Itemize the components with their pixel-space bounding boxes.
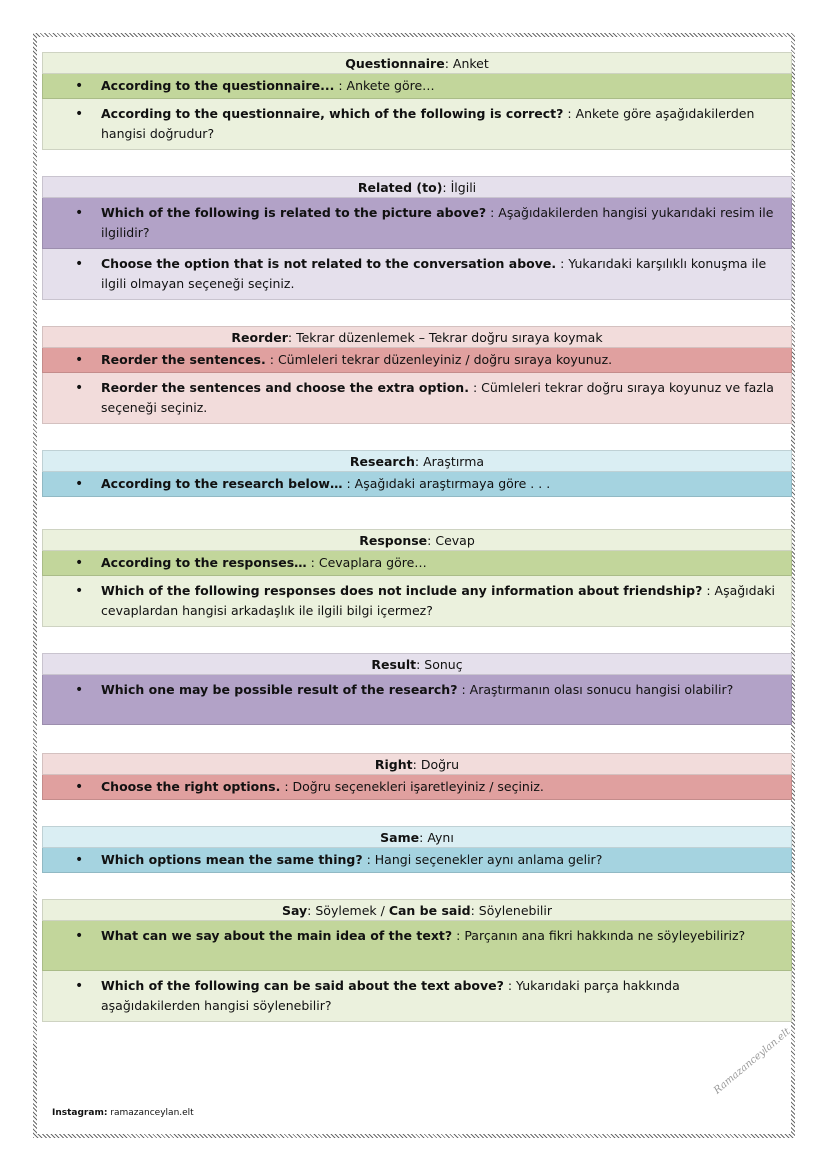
term: Right <box>374 757 413 772</box>
glossary <box>42 52 792 1048</box>
bullet: • <box>75 555 84 571</box>
question-en: According to the responses… <box>101 555 307 570</box>
list-item: • Which of the following responses does not include any information about friendship? : Aşağıdaki cevaplardan hangisi arkadaşlık ile ilgili bilgi içermez? <box>42 576 792 627</box>
list-item: • Which one may be possible result of the research? : Araştırmanın olası sonucu hangisi olabilir? <box>42 675 792 725</box>
answer-tr: Cümleleri tekrar doğru sıraya koyunuz ve fazla seçeneği seçiniz. <box>101 380 774 415</box>
section-reorder <box>42 326 792 424</box>
bullet: • <box>75 779 84 795</box>
bullet: • <box>75 978 84 994</box>
term: Response <box>359 533 428 548</box>
list-item: • Reorder the sentences. : Cümleleri tekrar düzenleyiniz / doğru sıraya koyunuz. <box>42 348 792 373</box>
question-en: What can we say about the main idea of the text? <box>101 928 453 943</box>
answer-tr: Ankete göre… <box>346 78 435 93</box>
section-questionnaire <box>42 52 792 150</box>
translation: Tekrar düzenlemek – Tekrar doğru sıraya koymak <box>296 330 603 345</box>
question-en: Which of the following responses does not include any information about friendship? <box>101 583 703 598</box>
answer-tr: Ankete göre aşağıdakilerden hangisi doğrudur? <box>101 106 755 141</box>
answer-tr: Doğru seçenekleri işaretleyiniz / seçiniz. <box>292 779 544 794</box>
term: Can be said <box>388 903 471 918</box>
section-response <box>42 529 792 627</box>
section-header: Reorder: Tekrar düzenlemek – Tekrar doğru sıraya koymak <box>42 326 792 348</box>
bullet: • <box>75 352 84 368</box>
answer-tr: Cevaplara göre… <box>318 555 427 570</box>
list-item: • Which of the following can be said about the text above? : Yukarıdaki parça hakkında aşağıdakilerden hangisi söylenebilir? <box>42 971 792 1022</box>
bullet: • <box>75 852 84 868</box>
answer-tr: Hangi seçenekler aynı anlama gelir? <box>374 852 603 867</box>
section-right <box>42 753 792 800</box>
section-header: Right: Doğru <box>42 753 792 775</box>
section-header: Say: Söylemek / Can be said: Söylenebilir <box>42 899 792 921</box>
section-say <box>42 899 792 1022</box>
footer-label: Instagram: <box>52 1108 108 1118</box>
list-item: • Which options mean the same thing? : Hangi seçenekler aynı anlama gelir? <box>42 848 792 873</box>
question-en: Which of the following is related to the picture above? <box>101 205 487 220</box>
question-en: Reorder the sentences and choose the extra option. <box>101 380 469 395</box>
question-en: Choose the option that is not related to the conversation above. <box>101 256 557 271</box>
answer-tr: Aşağıdaki araştırmaya göre . . . <box>354 476 551 491</box>
section-header: Related (to): İlgili <box>42 176 792 198</box>
list-item: • According to the questionnaire... : Ankete göre… <box>42 74 792 99</box>
answer-tr: Yukarıdaki karşılıklı konuşma ile ilgili olmayan seçeneği seçiniz. <box>101 256 767 291</box>
footer-credit <box>52 1108 194 1118</box>
list-item: • According to the questionnaire, which of the following is correct? : Ankete göre aşağıdakilerden hangisi doğrudur? <box>42 99 792 150</box>
list-item: • According to the research below… : Aşağıdaki araştırmaya göre . . . <box>42 472 792 497</box>
answer-tr: Aşağıdakilerden hangisi yukarıdaki resim ile ilgilidir? <box>101 205 774 240</box>
translation: Söylenebilir <box>478 903 553 918</box>
question-en: According to the research below… <box>101 476 343 491</box>
bullet: • <box>75 380 84 396</box>
bullet: • <box>75 682 84 698</box>
bullet: • <box>75 583 84 599</box>
section-related <box>42 176 792 300</box>
list-item: • Choose the option that is not related to the conversation above. : Yukarıdaki karşılıklı konuşma ile ilgili olmayan seçeneği seçiniz. <box>42 249 792 300</box>
list-item: • Which of the following is related to the picture above? : Aşağıdakilerden hangisi yukarıdaki resim ile ilgilidir? <box>42 198 792 249</box>
section-same <box>42 826 792 873</box>
bullet: • <box>75 476 84 492</box>
list-item: • Reorder the sentences and choose the extra option. : Cümleleri tekrar doğru sıraya koyunuz ve fazla seçeneği seçiniz. <box>42 373 792 424</box>
bullet: • <box>75 78 84 94</box>
term: Say <box>281 903 308 918</box>
watermark: Ramazanceylan.elt <box>712 1026 793 1097</box>
section-header: Response: Cevap <box>42 529 792 551</box>
answer-tr: Araştırmanın olası sonucu hangisi olabilir? <box>469 682 734 697</box>
question-en: Which options mean the same thing? <box>101 852 363 867</box>
question-en: Reorder the sentences. <box>101 352 266 367</box>
translation: Araştırma <box>423 454 485 469</box>
bullet: • <box>75 205 84 221</box>
instagram-handle: ramazanceylan.elt <box>110 1108 194 1118</box>
section-header: Questionnaire: Anket <box>42 52 792 74</box>
section-header: Result: Sonuç <box>42 653 792 675</box>
list-item: • According to the responses… : Cevaplara göre… <box>42 551 792 576</box>
question-en: Which one may be possible result of the research? <box>101 682 458 697</box>
question-en: According to the questionnaire... <box>101 78 335 93</box>
term: Same <box>380 830 420 845</box>
translation: Cevap <box>435 533 475 548</box>
translation: İlgili <box>450 180 477 195</box>
answer-tr: Cümleleri tekrar düzenleyiniz / doğru sıraya koyunuz. <box>277 352 613 367</box>
list-item: • Choose the right options. : Doğru seçenekleri işaretleyiniz / seçiniz. <box>42 775 792 800</box>
term: Related (to) <box>357 180 443 195</box>
bullet: • <box>75 106 84 122</box>
list-item: • What can we say about the main idea of the text? : Parçanın ana fikri hakkında ne söyleyebiliriz? <box>42 921 792 971</box>
translation: Sonuç <box>424 657 463 672</box>
question-en: Choose the right options. <box>101 779 281 794</box>
translation: Söylemek <box>315 903 377 918</box>
translation: Aynı <box>427 830 454 845</box>
section-research <box>42 450 792 497</box>
section-header: Same: Aynı <box>42 826 792 848</box>
question-en: Which of the following can be said about the text above? <box>101 978 504 993</box>
section-result <box>42 653 792 725</box>
translation: Anket <box>452 56 489 71</box>
translation: Doğru <box>420 757 460 772</box>
term: Questionnaire <box>345 56 445 71</box>
answer-tr: Yukarıdaki parça hakkında aşağıdakilerden hangisi söylenebilir? <box>101 978 680 1013</box>
answer-tr: Parçanın ana fikri hakkında ne söyleyebiliriz? <box>464 928 746 943</box>
bullet: • <box>75 928 84 944</box>
bullet: • <box>75 256 84 272</box>
section-header: Research: Araştırma <box>42 450 792 472</box>
term: Reorder <box>231 330 288 345</box>
question-en: According to the questionnaire, which of the following is correct? <box>101 106 564 121</box>
term: Research <box>349 454 415 469</box>
term: Result <box>371 657 417 672</box>
answer-tr: Aşağıdaki cevaplardan hangisi arkadaşlık ile ilgili bilgi içermez? <box>101 583 775 618</box>
